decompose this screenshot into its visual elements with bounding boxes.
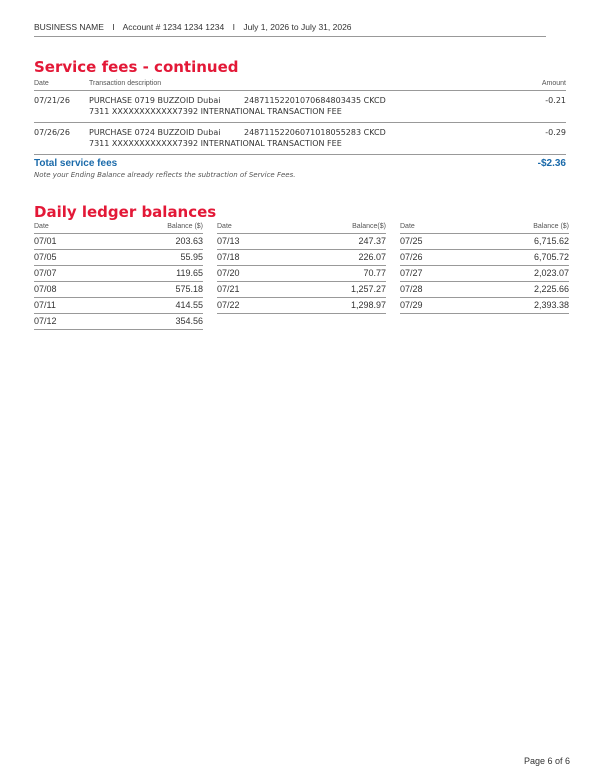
- ledger-row: [400, 266, 569, 282]
- ledger-balance: 2,393.38: [533, 300, 569, 310]
- total-amount: -$2.36: [537, 158, 566, 169]
- ledger-row: [400, 298, 569, 314]
- statement-period: July 1, 2026 to July 31, 2026: [243, 22, 352, 32]
- date-header: Date: [217, 223, 232, 230]
- ledger-row: [217, 298, 386, 314]
- transaction-date: 07/21/26: [34, 96, 70, 105]
- ledger-balance: 70.77: [363, 268, 386, 278]
- ledger-balance: 119.65: [176, 268, 203, 278]
- ledger-date: 07/13: [217, 236, 240, 246]
- ledger-date: 07/08: [34, 284, 57, 294]
- description-column-header: Transaction description: [89, 80, 162, 87]
- transaction-description: [89, 127, 506, 149]
- ledger-header: [400, 223, 569, 234]
- daily-ledger-title: Daily ledger balances: [34, 203, 217, 221]
- ledger-row: [34, 298, 203, 314]
- ledger-date: 07/20: [217, 268, 240, 278]
- transaction-description: [89, 95, 506, 117]
- date-header: Date: [34, 223, 49, 230]
- ledger-balance: 55.95: [180, 252, 203, 262]
- amount-column-header: Amount: [541, 80, 566, 87]
- ledger-date: 07/07: [34, 268, 57, 278]
- ledger-date: 07/29: [400, 300, 423, 310]
- ledger-balance: 354.56: [175, 316, 203, 326]
- page-number: Page 6 of 6: [523, 756, 570, 766]
- ledger-row: [400, 234, 569, 250]
- ledger-balance: 203.63: [175, 236, 203, 246]
- ledger-row: [34, 250, 203, 266]
- ledger-date: 07/25: [400, 236, 423, 246]
- ledger-date: 07/26: [400, 252, 423, 262]
- header-separator: I: [232, 22, 235, 32]
- business-name: BUSINESS NAME: [34, 22, 104, 32]
- ledger-row: [400, 282, 569, 298]
- ledger-header: [217, 223, 386, 234]
- ledger-date: 07/01: [34, 236, 57, 246]
- ledger-balance: 6,715.62: [533, 236, 569, 246]
- date-column-header: Date: [34, 80, 49, 87]
- balance-header: Balance ($): [533, 223, 569, 230]
- ledger-row: [34, 282, 203, 298]
- ledger-balance: 2,225.66: [533, 284, 569, 294]
- description-reference: 2487115220107068480343​5 CKCD: [244, 96, 386, 105]
- header-separator: I: [112, 22, 115, 32]
- ledger-balance: 226.07: [358, 252, 386, 262]
- ledger-row: [217, 282, 386, 298]
- ledger-header: [34, 223, 203, 234]
- service-fees-note: Note your Ending Balance already reflects the subtraction of Service Fees.: [34, 171, 296, 179]
- account-number: Account # 1234 1234 1234: [122, 22, 225, 32]
- transaction-amount: -0.21: [545, 96, 566, 105]
- ledger-row: [34, 314, 203, 330]
- ledger-column: [217, 223, 386, 330]
- description-line-2: 7311 XXXXXXXXXXXX7392 INTERNATIONAL TRANSACTION FEE: [89, 107, 342, 116]
- description-merchant: PURCHASE 0724 BUZZOID Dubai: [89, 128, 221, 137]
- ledger-row: [400, 250, 569, 266]
- total-service-fees: [34, 158, 566, 169]
- description-merchant: PURCHASE 0719 BUZZOID Dubai: [89, 96, 221, 105]
- description-line-2: 7311 XXXXXXXXXXXX7392 INTERNATIONAL TRANSACTION FEE: [89, 139, 342, 148]
- ledger-row: [217, 234, 386, 250]
- transaction-date: 07/26/26: [34, 128, 70, 137]
- daily-ledger-table: [34, 223, 569, 330]
- ledger-balance: 414.55: [175, 300, 203, 310]
- ledger-row: [34, 234, 203, 250]
- service-fees-table: [34, 80, 566, 179]
- ledger-date: 07/28: [400, 284, 423, 294]
- ledger-balance: 1,298.97: [350, 300, 386, 310]
- ledger-date: 07/27: [400, 268, 423, 278]
- balance-header: Balance ($): [167, 223, 203, 230]
- date-header: Date: [400, 223, 415, 230]
- total-label: Total service fees: [34, 158, 118, 169]
- table-header: [34, 80, 566, 91]
- statement-header: [34, 22, 546, 37]
- ledger-date: 07/12: [34, 316, 57, 326]
- description-reference: 24871152206071018055283 CKCD: [244, 128, 386, 137]
- ledger-date: 07/18: [217, 252, 240, 262]
- ledger-balance: 1,257.27: [350, 284, 386, 294]
- ledger-column: [400, 223, 569, 330]
- table-row: [34, 123, 566, 155]
- ledger-date: 07/11: [34, 300, 56, 310]
- transaction-amount: -0.29: [545, 128, 566, 137]
- ledger-balance: 6,705.72: [533, 252, 569, 262]
- service-fees-title: Service fees - continued: [34, 58, 239, 76]
- ledger-date: 07/05: [34, 252, 57, 262]
- ledger-row: [34, 266, 203, 282]
- ledger-column: [34, 223, 203, 330]
- ledger-balance: 575.18: [175, 284, 203, 294]
- ledger-row: [217, 250, 386, 266]
- table-row: [34, 91, 566, 123]
- ledger-balance: 2,023.07: [533, 268, 569, 278]
- ledger-date: 07/22: [217, 300, 240, 310]
- ledger-row: [217, 266, 386, 282]
- balance-header: Balance($): [352, 223, 386, 230]
- ledger-balance: 247.37: [358, 236, 386, 246]
- ledger-date: 07/21: [217, 284, 240, 294]
